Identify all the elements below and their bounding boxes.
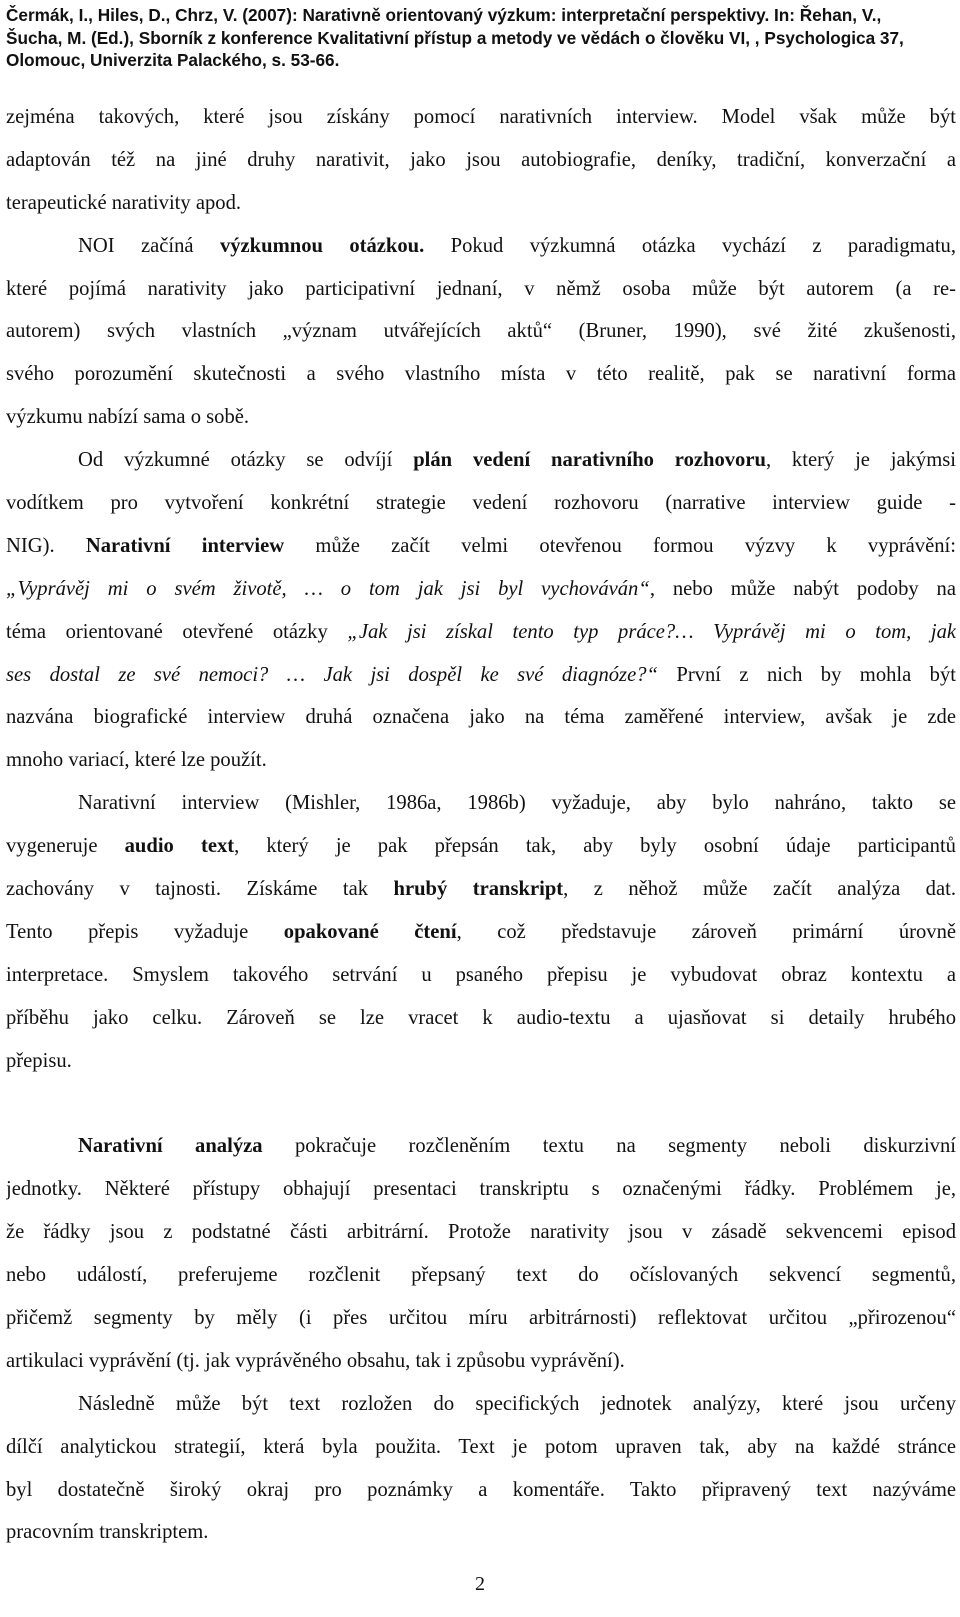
bold-term: plán vedení narativního rozhovoru (413, 449, 766, 472)
text-line (6, 611, 956, 654)
bold-term: audio text (124, 835, 235, 858)
text-line (6, 825, 956, 868)
bold-term: výzkumnou otázkou. (219, 234, 425, 257)
text-line (6, 654, 956, 697)
text-line: byl dostatečně široký okraj pro poznámky a komentáře. Takto připravený text nazýváme (6, 1478, 956, 1501)
text-span: NOI začíná (78, 234, 220, 257)
italic-quote: „Vyprávěj mi o svém životě, … o tom jak jsi byl vychováván“ (6, 577, 650, 600)
text-line: dílčí analytickou strategií, která byla použita. Text je potom upraven tak, aby na každé stránce (6, 1435, 956, 1458)
text-line: zejména takových, které jsou získány pomocí narativních interview. Model však může být (6, 106, 956, 128)
text-line: adaptován též na jiné druhy narativit, jako jsou autobiografie, deníky, tradiční, konverzační a (6, 148, 956, 171)
text-span: , který je pak přepsán tak, aby byly osobní údaje participantů (234, 835, 956, 858)
text-line: jednotky. Některé přístupy obhajují presentaci transkriptu s označenými řádky. Problémem je, (6, 1178, 956, 1201)
text-span: , což představuje zároveň primární úrovně (456, 920, 956, 943)
citation-line: Olomouc, Univerzita Palackého, s. 53-66. (6, 50, 340, 70)
text-line (6, 1125, 956, 1168)
text-line: přičemž segmenty by měly (i přes určitou míru arbitrárnosti) reflektovat určitou „přirozenou“ (6, 1306, 956, 1329)
text-line (6, 868, 956, 911)
text-line (6, 439, 956, 482)
text-line: nebo událostí, preferujeme rozčlenit přepsaný text do očíslovaných sekvencí segmentů, (6, 1264, 956, 1287)
text-span: pokračuje rozčleněním textu na segmenty neboli diskurzivní (262, 1135, 956, 1158)
bold-term: Narativní interview (85, 534, 285, 557)
citation-line: Šucha, M. (Ed.), Sborník z konference Kvalitativní přístup a metody ve vědách o člověku VI, , Psychologica 37, (6, 27, 904, 48)
text-line: terapeutické narativity apod. (6, 191, 242, 214)
bold-term: opakované čtení (283, 920, 457, 943)
text-line: Následně může být text rozložen do specifických jednotek analýzy, které jsou určeny (78, 1392, 956, 1415)
text-line: interpretace. Smyslem takového setrvání u psaného přepisu je vybudovat obraz kontextu a (6, 963, 956, 986)
text-span: zachovány v tajnosti. Získáme tak (6, 878, 394, 901)
body-text (6, 96, 956, 1554)
text-line: že řádky jsou z podstatné části arbitrární. Protože narativity jsou v zásadě sekvencemi episod (6, 1221, 956, 1244)
text-line: nazvána biografické interview druhá označena jako na téma zaměřené interview, avšak je zde (6, 706, 956, 729)
text-span: , nebo může nabýt podoby na (649, 577, 956, 600)
paragraph-gap (6, 1082, 956, 1125)
page-number: 2 (475, 1573, 485, 1595)
text-line: artikulaci vyprávění (tj. jak vyprávěného obsahu, tak i způsobu vyprávění). (6, 1349, 625, 1372)
text-span: téma orientované otevřené otázky (6, 620, 348, 643)
text-span: , který je jakýmsi (765, 449, 956, 472)
citation-header (6, 4, 954, 72)
text-span: , z něhož může začít analýza dat. (563, 878, 956, 901)
text-line: výzkumu nabízí sama o sobě. (6, 406, 250, 429)
text-line (6, 911, 956, 954)
bold-term: hrubý transkript (393, 878, 564, 901)
text-span: Pokud výzkumná otázka vychází z paradigmatu, (424, 234, 956, 257)
text-line: vodítkem pro vytvoření konkrétní strategie vedení rozhovoru (narrative interview guide - (6, 492, 956, 515)
bold-term: Narativní analýza (78, 1135, 263, 1158)
text-line: přepisu. (6, 1049, 72, 1072)
text-span: může začít velmi otevřenou formou výzvy k vyprávění: (284, 534, 956, 557)
citation-line: Čermák, I., Hiles, D., Chrz, V. (2007): Narativně orientovaný výzkum: interpretační perspektivy. In: Řehan, V., (6, 5, 882, 25)
italic-quote: „Jak jsi získal tento typ práce?… Vyprávěj mi o tom, jak (347, 620, 956, 643)
text-line: svého porozumění skutečnosti a svého vlastního místa v této realitě, pak se narativní forma (6, 363, 956, 386)
text-span: Od výzkumné otázky se odvíjí (78, 449, 414, 472)
text-line: pracovním transkriptem. (6, 1521, 209, 1544)
text-line (6, 225, 956, 268)
text-line: které pojímá narativity jako participativní jednaní, v němž osoba může být autorem (a re- (6, 277, 956, 300)
text-span: vygeneruje (6, 835, 125, 858)
italic-quote: ses dostal ze své nemoci? … Jak jsi dospěl ke své diagnóze?“ (6, 663, 658, 686)
text-line (6, 525, 956, 568)
text-line: autorem) svých vlastních „význam utvářejících aktů“ (Bruner, 1990), své žité zkušenosti, (6, 320, 956, 343)
text-span: První z nich by mohla být (657, 663, 956, 686)
text-span: NIG). (6, 534, 86, 557)
text-line: příběhu jako celku. Zároveň se lze vracet k audio-textu a ujasňovat si detaily hrubého (6, 1006, 956, 1029)
text-span: Tento přepis vyžaduje (6, 920, 284, 943)
text-line: Narativní interview (Mishler, 1986a, 1986b) vyžaduje, aby bylo nahráno, takto se (78, 792, 956, 815)
text-line: mnoho variací, které lze použít. (6, 749, 267, 772)
text-line (6, 568, 956, 611)
